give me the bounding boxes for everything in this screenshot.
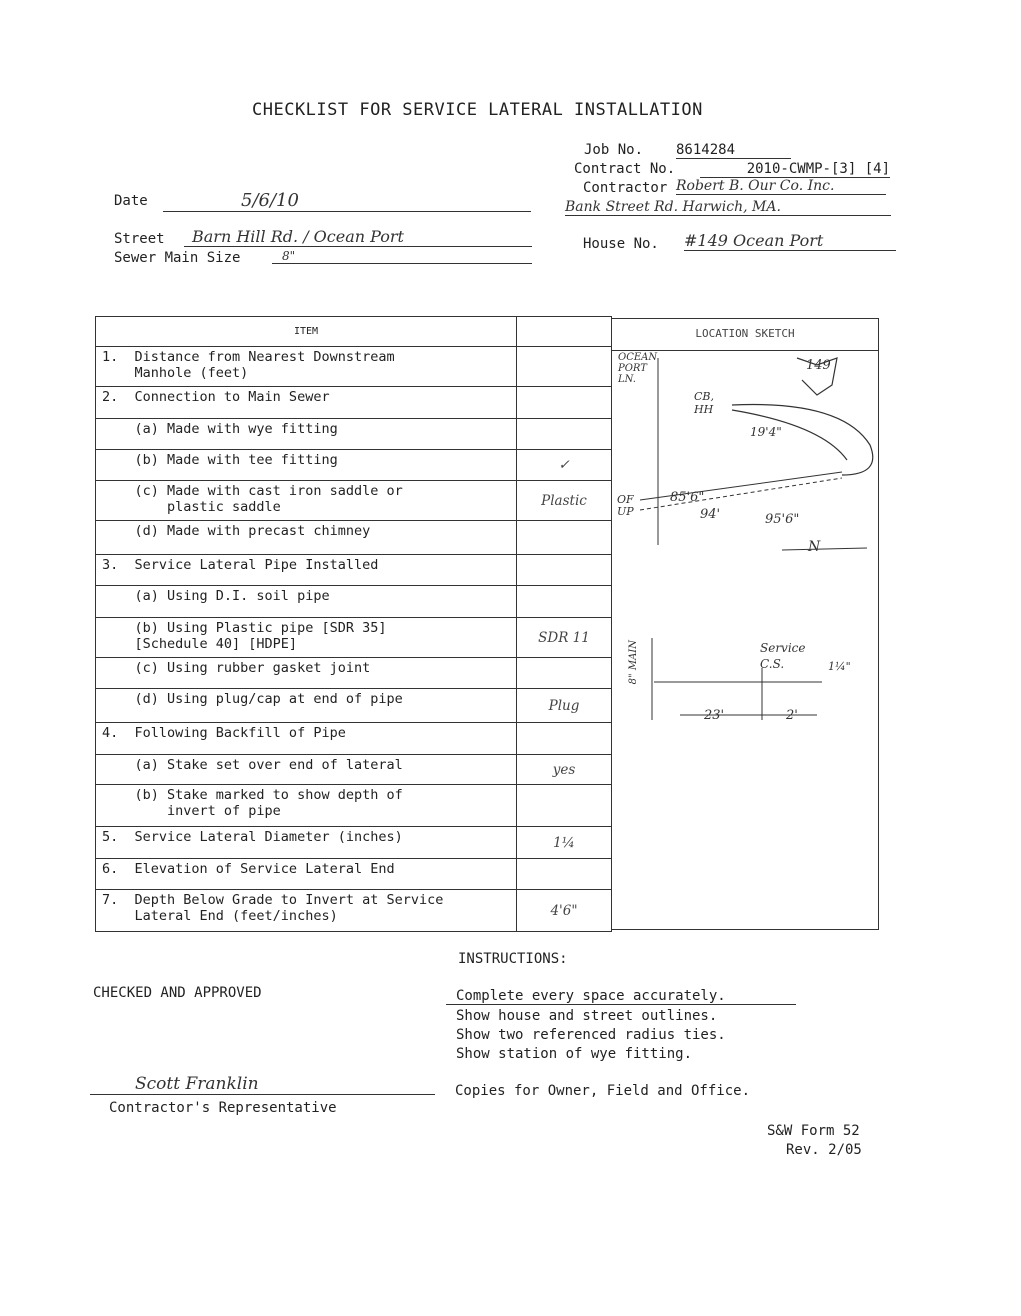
row-3d-label: (d) Using plug/cap at end of pipe: [96, 689, 517, 723]
checklist-table: [95, 316, 612, 932]
row-3a-value: [517, 586, 612, 618]
row-3a-label: (a) Using D.I. soil pipe: [96, 586, 517, 618]
sketch-house-no: 149: [806, 358, 831, 373]
sketch-dim-6: 2': [786, 708, 798, 723]
tie-arc-1: [732, 405, 873, 476]
row-2a-label: (a) Made with wye fitting: [96, 419, 517, 450]
page-title: CHECKLIST FOR SERVICE LATERAL INSTALLATION: [252, 100, 703, 120]
row-2a-value: [517, 419, 612, 450]
location-sketch-header: [612, 318, 878, 351]
contractor-value: Robert B. Our Co. Inc.: [676, 178, 886, 195]
street-label: Street: [114, 231, 165, 247]
sketch-up-label: OF UP: [617, 493, 634, 518]
row-4b-value: [517, 785, 612, 827]
north-arrow-line: [782, 548, 867, 550]
row-2b-label: (b) Made with tee fitting: [96, 450, 517, 481]
row-3-value: [517, 555, 612, 586]
sketch-dim-4: 19'4": [750, 425, 782, 439]
date-label: Date: [114, 193, 148, 209]
item-header: ITEM: [96, 317, 517, 347]
sketch-dim-3: 95'6": [765, 512, 800, 527]
row-4a-label: (a) Stake set over end of lateral: [96, 755, 517, 785]
instructions-heading: INSTRUCTIONS:: [458, 951, 568, 967]
row-3b-value: SDR 11: [517, 618, 612, 658]
row-2-value: [517, 387, 612, 419]
row-2d-value: [517, 521, 612, 555]
sketch-dim-5: 23': [704, 708, 725, 723]
instructions-copies: Copies for Owner, Field and Office.: [455, 1083, 751, 1099]
row-5-value: 1¼: [517, 827, 612, 859]
job-value: 8614284: [676, 142, 791, 159]
date-value: 5/6/10: [163, 190, 531, 212]
main-size-value: 8": [272, 249, 532, 264]
row-6-label: 6. Elevation of Service Lateral End: [96, 859, 517, 890]
row-1-value: [517, 347, 612, 387]
sketch-north: N: [808, 539, 821, 555]
sketch-cb-label: CB, HH: [694, 390, 714, 416]
instruction-line-3: Show two referenced radius ties.: [456, 1027, 726, 1043]
row-3c-label: (c) Using rubber gasket joint: [96, 658, 517, 689]
sketch-pipe-label: 1¼": [828, 660, 851, 673]
row-1-label: 1. Distance from Nearest Downstream Manhole (feet): [96, 347, 517, 387]
row-3b-label: (b) Using Plastic pipe [SDR 35] [Schedule 40] [HDPE]: [96, 618, 517, 658]
contractor-address: Bank Street Rd. Harwich, MA.: [565, 199, 891, 216]
row-2b-value: ✓: [517, 450, 612, 481]
street-value: Barn Hill Rd. / Ocean Port: [184, 227, 532, 247]
form-rev: Rev. 2/05: [786, 1142, 862, 1158]
job-label: Job No.: [584, 142, 644, 158]
row-6-value: [517, 859, 612, 890]
sketch-service-label: Service C.S.: [760, 641, 806, 671]
form-name: S&W Form 52: [767, 1123, 860, 1139]
contractor-rep-label: Contractor's Representative: [109, 1100, 337, 1116]
row-3c-value: [517, 658, 612, 689]
row-2d-label: (d) Made with precast chimney: [96, 521, 517, 555]
row-4a-value: yes: [517, 755, 612, 785]
row-7-label: 7. Depth Below Grade to Invert at Service Lateral End (feet/inches): [96, 890, 517, 932]
instruction-line-1: Complete every space accurately.: [446, 988, 796, 1005]
row-2c-value: Plastic: [517, 481, 612, 521]
instruction-line-2: Show house and street outlines.: [456, 1008, 718, 1024]
instruction-line-4: Show station of wye fitting.: [456, 1046, 693, 1062]
contract-value: 2010-CWMP-[3] [4]: [700, 161, 890, 178]
row-4b-label: (b) Stake marked to show depth of invert of pipe: [96, 785, 517, 827]
house-label: House No.: [583, 236, 659, 252]
row-3-label: 3. Service Lateral Pipe Installed: [96, 555, 517, 586]
contract-label: Contract No.: [574, 161, 676, 177]
house-value: #149 Ocean Port: [684, 231, 896, 251]
check-header: [517, 317, 612, 347]
row-2-label: 2. Connection to Main Sewer: [96, 387, 517, 419]
row-4-label: 4. Following Backfill of Pipe: [96, 723, 517, 755]
sketch-main-label: 8" MAIN: [628, 640, 639, 685]
checked-approved-label: CHECKED AND APPROVED: [93, 985, 262, 1001]
row-7-value: 4'6": [517, 890, 612, 932]
row-5-label: 5. Service Lateral Diameter (inches): [96, 827, 517, 859]
contractor-label: Contractor: [583, 180, 668, 196]
sketch-dim-2: 94': [700, 507, 721, 522]
sketch-header-label: LOCATION SKETCH: [695, 327, 795, 340]
row-2c-label: (c) Made with cast iron saddle or plastic saddle: [96, 481, 517, 521]
sketch-dim-1: 85'6": [670, 490, 705, 505]
row-4-value: [517, 723, 612, 755]
row-3d-value: Plug: [517, 689, 612, 723]
sketch-lane-label: OCEAN PORT LN.: [618, 352, 658, 385]
main-size-label: Sewer Main Size: [114, 250, 241, 266]
signature: Scott Franklin: [90, 1074, 435, 1095]
